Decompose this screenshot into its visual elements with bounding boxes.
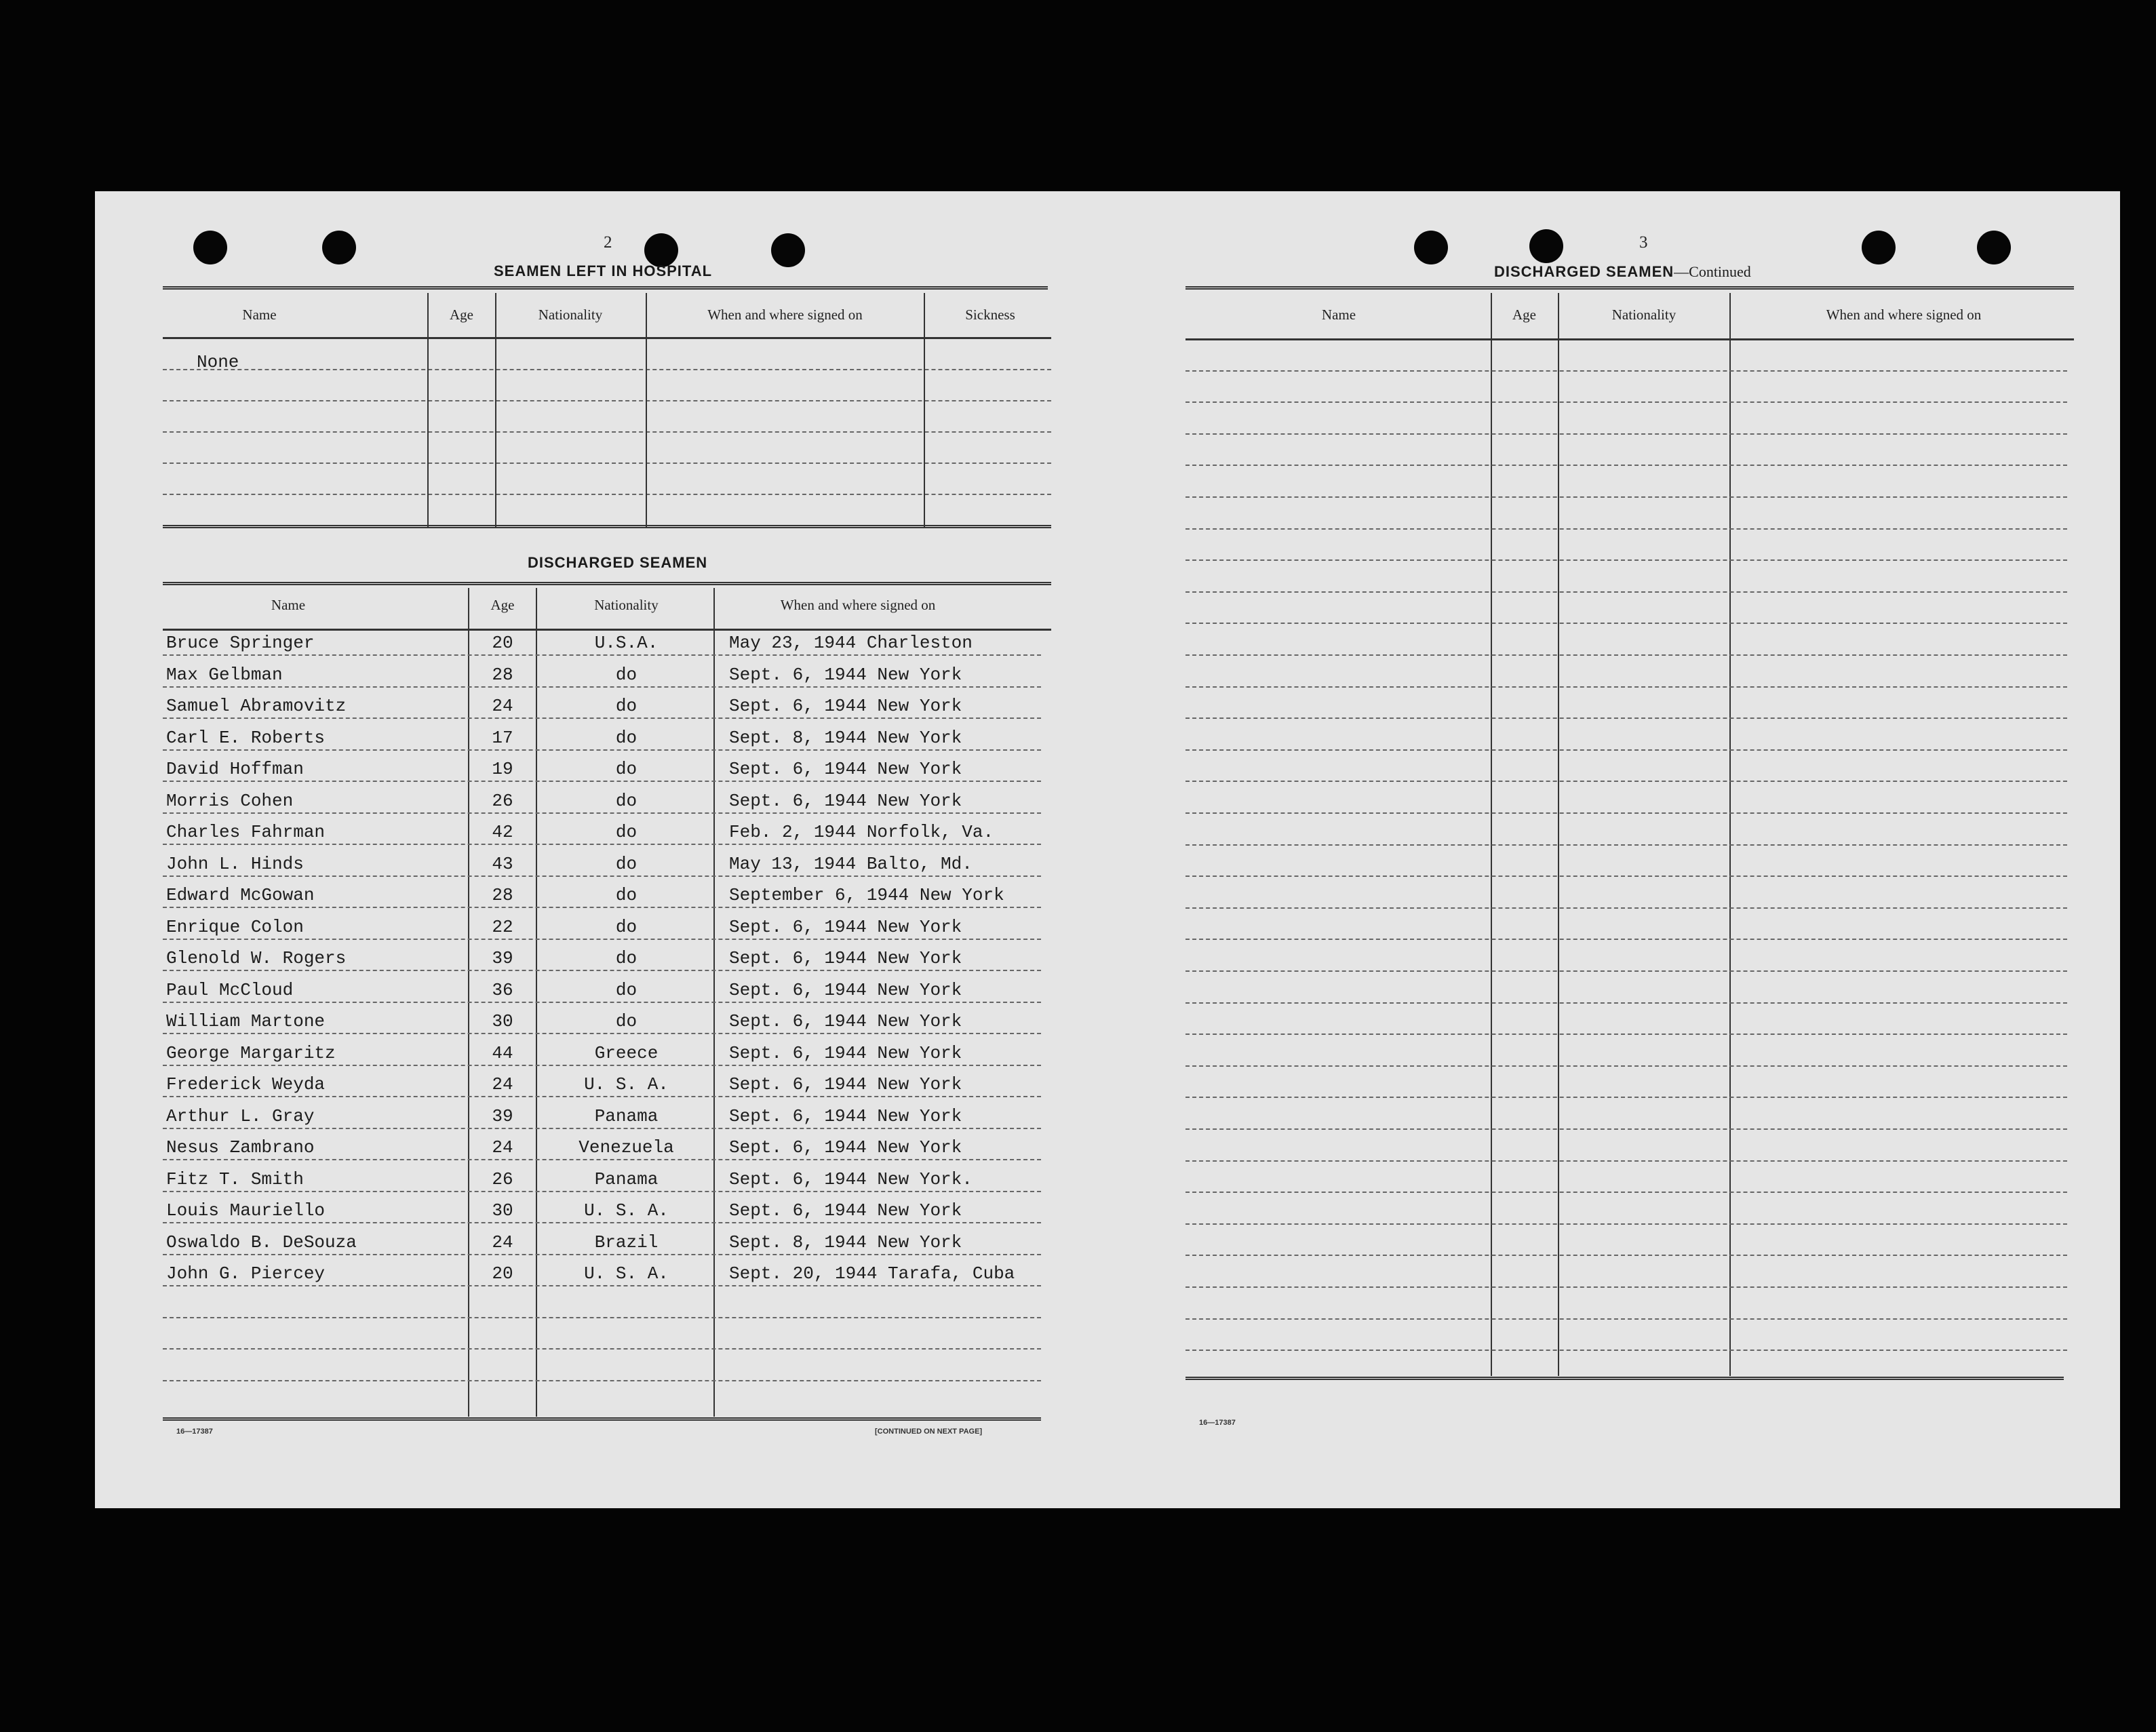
row-rule: [163, 812, 1041, 814]
row-rule: [1185, 1350, 2067, 1351]
seaman-signed-on: Sept. 6, 1944 New York: [729, 759, 962, 779]
seaman-nationality: do: [615, 980, 638, 1000]
seaman-nationality: Greece: [594, 1043, 659, 1063]
column-header: Name: [1321, 307, 1356, 323]
seaman-age: 26: [492, 1169, 513, 1189]
row-rule: [163, 1065, 1041, 1066]
row-rule: [1185, 970, 2067, 972]
rule: [163, 629, 1051, 631]
seaman-name: Charles Fahrman: [166, 822, 326, 842]
seaman-name: Enrique Colon: [166, 917, 304, 937]
form-number: 16—17387: [176, 1428, 213, 1436]
seaman-signed-on: Feb. 2, 1944 Norfolk, Va.: [729, 822, 994, 842]
punch-hole: [322, 231, 356, 264]
row-rule: [1185, 465, 2067, 466]
row-rule: [163, 1317, 1041, 1318]
seaman-age: 24: [492, 1074, 513, 1095]
row-rule: [163, 369, 1051, 370]
seaman-nationality: U.S.A.: [594, 633, 659, 653]
column-header: Age: [490, 597, 515, 613]
form-number: 16—17387: [1199, 1419, 1236, 1427]
row-rule: [163, 1033, 1041, 1034]
row-rule: [1185, 1286, 2067, 1288]
seaman-name: Oswaldo B. DeSouza: [166, 1232, 357, 1253]
seaman-age: 39: [492, 1106, 513, 1126]
row-rule: [163, 1159, 1041, 1160]
row-rule: [163, 1096, 1041, 1097]
row-rule: [163, 1254, 1041, 1255]
row-rule: [1185, 1002, 2067, 1004]
column-divider: [427, 293, 429, 527]
row-rule: [163, 462, 1051, 464]
row-rule: [163, 1191, 1041, 1192]
seaman-nationality: do: [615, 728, 638, 748]
seaman-nationality: U. S. A.: [584, 1074, 669, 1095]
punch-hole: [1862, 231, 1896, 264]
seaman-nationality: do: [615, 885, 638, 905]
page-number: 3: [1639, 233, 1648, 252]
seaman-age: 43: [492, 854, 513, 874]
seaman-age: 20: [492, 1263, 513, 1284]
column-divider: [646, 293, 647, 527]
row-rule: [1185, 1192, 2067, 1193]
row-rule: [1185, 433, 2067, 435]
row-rule: [163, 494, 1051, 495]
seaman-age: 24: [492, 1232, 513, 1253]
punch-hole: [1529, 229, 1563, 263]
seaman-age: 36: [492, 980, 513, 1000]
seaman-age: 42: [492, 822, 513, 842]
rule: [163, 582, 1051, 585]
row-rule: [1185, 844, 2067, 846]
seaman-age: 19: [492, 759, 513, 779]
row-rule: [163, 654, 1041, 656]
row-rule: [163, 970, 1041, 971]
right-section-title: [1494, 263, 1751, 281]
seaman-age: 26: [492, 791, 513, 811]
document-sheet: [95, 191, 2120, 1508]
row-rule: [1185, 749, 2067, 751]
column-divider: [1729, 293, 1731, 1376]
row-rule: [1185, 1065, 2067, 1067]
row-rule: [163, 1348, 1041, 1350]
seaman-age: 17: [492, 728, 513, 748]
seaman-age: 30: [492, 1011, 513, 1031]
column-divider: [924, 293, 925, 527]
column-header: Nationality: [1611, 307, 1677, 323]
row-rule: [163, 1380, 1041, 1381]
seaman-name: John L. Hinds: [166, 854, 304, 874]
row-rule: [163, 686, 1041, 688]
column-header: Name: [242, 307, 277, 323]
title-main: DISCHARGED SEAMEN: [1494, 263, 1674, 280]
seaman-nationality: do: [615, 822, 638, 842]
row-rule: [1185, 1318, 2067, 1320]
seaman-name: Edward McGowan: [166, 885, 315, 905]
seaman-age: 28: [492, 885, 513, 905]
row-rule: [1185, 781, 2067, 782]
continued-note: [CONTINUED ON NEXT PAGE]: [875, 1428, 983, 1436]
rule: [1185, 338, 2074, 340]
page-number: 2: [604, 233, 612, 252]
seaman-name: Bruce Springer: [166, 633, 315, 653]
row-rule: [1185, 907, 2067, 909]
row-rule: [1185, 686, 2067, 688]
seaman-signed-on: September 6, 1944 New York: [729, 885, 1004, 905]
seaman-signed-on: Sept. 6, 1944 New York: [729, 791, 962, 811]
row-rule: [1185, 812, 2067, 814]
seaman-name: Nesus Zambrano: [166, 1137, 315, 1158]
seaman-signed-on: Sept. 6, 1944 New York: [729, 948, 962, 968]
rule: [1185, 286, 2074, 290]
seaman-name: George Margaritz: [166, 1043, 336, 1063]
row-rule: [1185, 1128, 2067, 1130]
row-rule: [1185, 875, 2067, 877]
seaman-signed-on: May 13, 1944 Balto, Md.: [729, 854, 973, 874]
seaman-name: Samuel Abramovitz: [166, 696, 347, 716]
column-header: Age: [450, 307, 473, 323]
column-divider: [1558, 293, 1559, 1376]
column-divider: [1491, 293, 1492, 1376]
row-rule: [163, 844, 1041, 845]
seaman-name: Louis Mauriello: [166, 1200, 326, 1221]
row-rule: [1185, 654, 2067, 656]
row-rule: [1185, 559, 2067, 561]
seaman-signed-on: Sept. 6, 1944 New York: [729, 696, 962, 716]
row-rule: [1185, 496, 2067, 498]
row-rule: [1185, 1034, 2067, 1035]
seaman-nationality: Panama: [594, 1169, 659, 1189]
row-rule: [1185, 1097, 2067, 1098]
seaman-signed-on: Sept. 6, 1944 New York: [729, 1106, 962, 1126]
seaman-signed-on: Sept. 8, 1944 New York: [729, 1232, 962, 1253]
seaman-nationality: do: [615, 948, 638, 968]
seaman-nationality: do: [615, 917, 638, 937]
rule: [163, 1417, 1041, 1421]
row-rule: [163, 1002, 1041, 1003]
hospital-section-title: SEAMEN LEFT IN HOSPITAL: [494, 262, 713, 279]
seaman-nationality: do: [615, 696, 638, 716]
column-header: Sickness: [965, 307, 1015, 323]
column-header: Age: [1512, 307, 1536, 323]
punch-hole: [1414, 231, 1448, 264]
column-divider: [495, 293, 496, 527]
seaman-name: Carl E. Roberts: [166, 728, 326, 748]
punch-hole: [771, 233, 805, 267]
seaman-age: 24: [492, 1137, 513, 1158]
seaman-signed-on: Sept. 6, 1944 New York: [729, 665, 962, 685]
rule: [163, 337, 1051, 339]
seaman-name: Max Gelbman: [166, 665, 283, 685]
row-rule: [163, 907, 1041, 908]
seaman-nationality: do: [615, 665, 638, 685]
seaman-name: Fitz T. Smith: [166, 1169, 304, 1189]
seaman-signed-on: Sept. 6, 1944 New York: [729, 1043, 962, 1063]
seaman-signed-on: Sept. 6, 1944 New York: [729, 1011, 962, 1031]
row-rule: [163, 1128, 1041, 1129]
seaman-nationality: do: [615, 791, 638, 811]
seaman-nationality: Brazil: [594, 1232, 659, 1253]
seaman-name: Glenold W. Rogers: [166, 948, 347, 968]
row-rule: [163, 749, 1041, 751]
seaman-name: David Hoffman: [166, 759, 304, 779]
punch-hole: [193, 231, 227, 264]
row-rule: [1185, 1160, 2067, 1162]
seaman-nationality: do: [615, 759, 638, 779]
row-rule: [163, 781, 1041, 782]
discharged-section-title: DISCHARGED SEAMEN: [528, 554, 708, 571]
row-rule: [163, 875, 1041, 877]
column-header: When and where signed on: [1826, 307, 1982, 323]
seaman-signed-on: May 23, 1944 Charleston: [729, 633, 973, 653]
row-rule: [163, 431, 1051, 433]
seaman-signed-on: Sept. 6, 1944 New York: [729, 980, 962, 1000]
seaman-signed-on: Sept. 20, 1944 Tarafa, Cuba: [729, 1263, 1015, 1284]
column-header: Name: [271, 597, 306, 613]
row-rule: [1185, 401, 2067, 403]
column-header: Nationality: [538, 307, 603, 323]
hospital-entry: None: [197, 352, 239, 372]
rule: [163, 525, 1051, 528]
row-rule: [1185, 717, 2067, 719]
seaman-age: 28: [492, 665, 513, 685]
column-header: When and where signed on: [707, 307, 863, 323]
row-rule: [163, 717, 1041, 719]
row-rule: [163, 939, 1041, 940]
seaman-name: John G. Piercey: [166, 1263, 326, 1284]
seaman-nationality: do: [615, 854, 638, 874]
row-rule: [163, 1285, 1041, 1286]
seaman-age: 22: [492, 917, 513, 937]
row-rule: [1185, 1255, 2067, 1256]
seaman-name: William Martone: [166, 1011, 326, 1031]
row-rule: [163, 400, 1051, 401]
column-header: When and where signed on: [780, 597, 936, 613]
seaman-signed-on: Sept. 6, 1944 New York: [729, 1137, 962, 1158]
seaman-nationality: Venezuela: [579, 1137, 674, 1158]
seaman-nationality: U. S. A.: [584, 1263, 669, 1284]
seaman-nationality: do: [615, 1011, 638, 1031]
row-rule: [1185, 528, 2067, 530]
rule: [163, 286, 1048, 290]
seaman-signed-on: Sept. 8, 1944 New York: [729, 728, 962, 748]
punch-hole: [1977, 231, 2011, 264]
seaman-age: 24: [492, 696, 513, 716]
rule: [1185, 1377, 2064, 1380]
seaman-signed-on: Sept. 6, 1944 New York: [729, 917, 962, 937]
seaman-age: 39: [492, 948, 513, 968]
title-suffix: —Continued: [1674, 263, 1751, 280]
row-rule: [163, 1222, 1041, 1223]
seaman-nationality: U. S. A.: [584, 1200, 669, 1221]
seaman-name: Morris Cohen: [166, 791, 294, 811]
row-rule: [1185, 370, 2067, 372]
seaman-signed-on: Sept. 6, 1944 New York: [729, 1200, 962, 1221]
seaman-age: 20: [492, 633, 513, 653]
column-header: Nationality: [594, 597, 659, 613]
seaman-name: Paul McCloud: [166, 980, 294, 1000]
row-rule: [1185, 939, 2067, 940]
row-rule: [1185, 623, 2067, 624]
seaman-signed-on: Sept. 6, 1944 New York: [729, 1074, 962, 1095]
seaman-age: 44: [492, 1043, 513, 1063]
seaman-nationality: Panama: [594, 1106, 659, 1126]
seaman-age: 30: [492, 1200, 513, 1221]
row-rule: [1185, 591, 2067, 593]
row-rule: [1185, 1223, 2067, 1225]
seaman-name: Frederick Weyda: [166, 1074, 326, 1095]
seaman-name: Arthur L. Gray: [166, 1106, 315, 1126]
seaman-signed-on: Sept. 6, 1944 New York.: [729, 1169, 973, 1189]
